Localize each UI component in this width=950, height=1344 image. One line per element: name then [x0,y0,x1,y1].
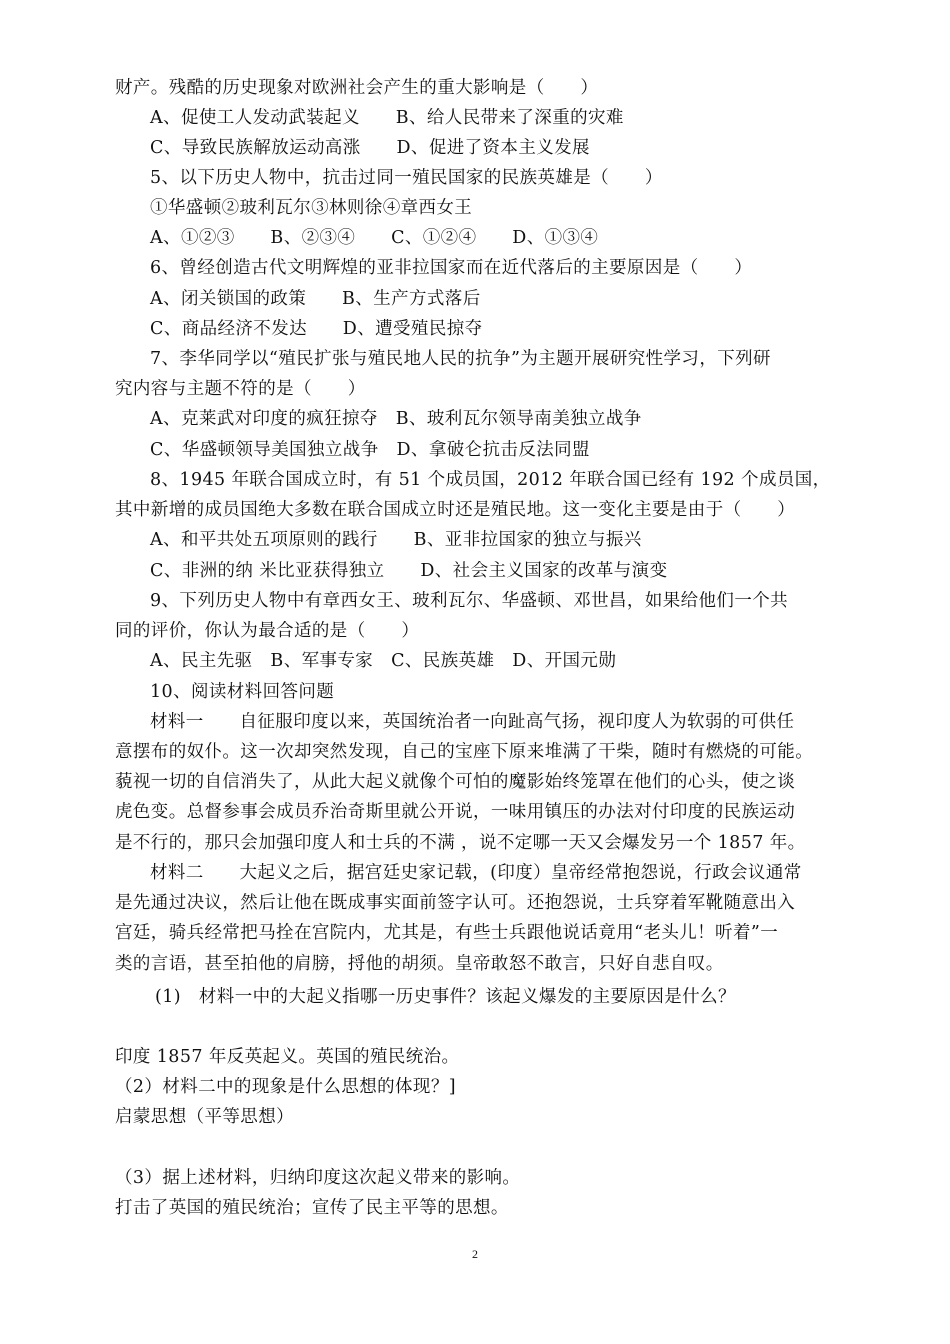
material-line: 意摆布的奴仆。这一次却突然发现，自己的宝座下原来堆满了干柴，随时有燃烧的可能。 [115,742,814,762]
question-line: 8、1945 年联合国成立时，有 51 个成员国，2012 年联合国已经有 192 个成员国， [150,470,831,490]
text-line: 财产。残酷的历史现象对欧洲社会产生的重大影响是（ ） [115,78,599,98]
material-line: 是不行的，那只会加强印度人和士兵的不满 ，说不定哪一天又会爆发另一个 1857 年。 [115,833,806,853]
sub-question-line: （2）材料二中的现象是什么思想的体现？] [115,1077,456,1097]
material-line: 宫廷，骑兵经常把马拴在宫院内，尤其是，有些士兵跟他说话竟用“老头儿！听着”一 [115,923,779,943]
option-line: C、华盛顿领导美国独立战争 D、拿破仑抗击反法同盟 [150,440,590,460]
material-line: 类的言语，甚至拍他的肩膀，捋他的胡须。皇帝敢怒不敢言，只好自悲自叹。 [115,954,724,974]
sub-question-line: （3）据上述材料，归纳印度这次起义带来的影响。 [115,1168,521,1188]
material-line: 藐视一切的自信消失了，从此大起义就像个可怕的魔影始终笼罩在他们的心头，使之谈 [115,772,796,792]
text-line: ①华盛顿②玻利瓦尔③林则徐④章西女王 [150,198,473,218]
option-line: C、导致民族解放运动高涨 D、促进了资本主义发展 [150,138,590,158]
text-line: 其中新增的成员国绝大多数在联合国成立时还是殖民地。这一变化主要是由于（ ） [115,500,796,520]
option-line: A、闭关锁国的政策 B、生产方式落后 [150,289,481,309]
question-line: 7、李华同学以“殖民扩张与殖民地人民的抗争”为主题开展研究性学习，下列研 [150,349,771,369]
question-line: 5、以下历史人物中，抗击过同一殖民国家的民族英雄是（ ） [150,168,663,188]
material-line: 是先通过决议，然后让他在既成事实面前签字认可。还抱怨说，士兵穿着军靴随意出入 [115,893,796,913]
option-line: C、非洲的纳 米比亚获得独立 D、社会主义国家的改革与演变 [150,561,668,581]
text-line: 究内容与主题不符的是（ ） [115,379,366,399]
answer-line: 启蒙思想（平等思想） [115,1107,294,1127]
question-line: 9、下列历史人物中有章西女王、玻利瓦尔、华盛顿、邓世昌，如果给他们一个共 [150,591,789,611]
material-line: 虎色变。总督参事会成员乔治奇斯里就公开说，一味用镇压的办法对付印度的民族运动 [115,802,796,822]
option-line: A、①②③ B、②③④ C、①②④ D、①③④ [150,228,599,248]
question-line: 6、曾经创造古代文明辉煌的亚非拉国家而在近代落后的主要原因是（ ） [150,258,753,278]
page-number: 2 [472,1247,478,1261]
material-line: 材料一 自征服印度以来，英国统治者一向趾高气扬，视印度人为软弱的可供任 [150,712,795,732]
option-line: A、和平共处五项原则的践行 B、亚非拉国家的独立与振兴 [150,530,642,550]
answer-line: 打击了英国的殖民统治；宣传了民主平等的思想。 [115,1198,509,1218]
material-line: 材料二 大起义之后，据宫廷史家记载，(印度）皇帝经常抱怨说，行政会议通常 [150,863,802,883]
answer-line: 印度 1857 年反英起义。英国的殖民统治。 [115,1047,460,1067]
option-line: A、民主先驱 B、军事专家 C、民族英雄 D、开国元勋 [150,651,617,671]
sub-question-line: (1) 材料一中的大起义指哪一历史事件？该起义爆发的主要原因是什么？ [155,987,736,1007]
option-line: C、商品经济不发达 D、遭受殖民掠夺 [150,319,483,339]
question-line: 10、阅读材料回答问题 [150,682,335,702]
text-line: 同的评价，你认为最合适的是（ ） [115,621,420,641]
option-line: A、促使工人发动武装起义 B、给人民带来了深重的灾难 [150,108,624,128]
option-line: A、克莱武对印度的疯狂掠夺 B、玻利瓦尔领导南美独立战争 [150,409,642,429]
